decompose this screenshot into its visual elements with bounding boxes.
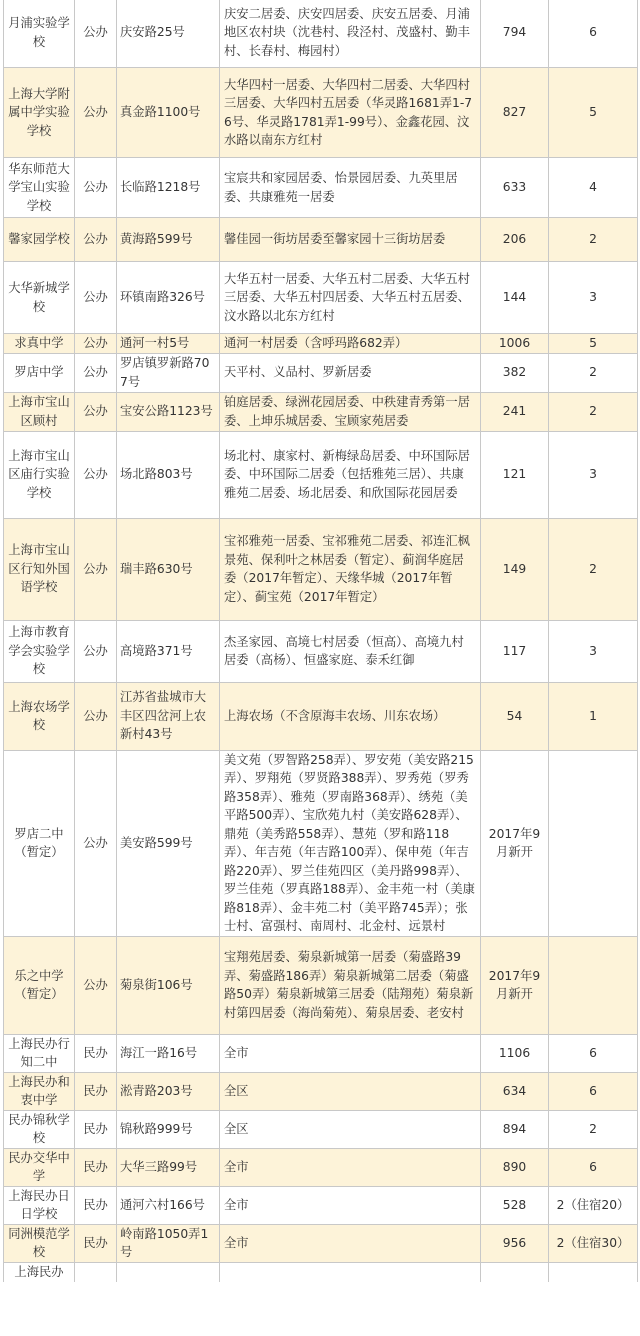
school-type-cell: 公办 xyxy=(75,392,117,431)
address-cell: 通河一村5号 xyxy=(117,334,220,354)
school-type-cell: 公办 xyxy=(75,262,117,334)
enrollment-area-cell: 天平村、义品村、罗新居委 xyxy=(220,353,481,392)
address-cell xyxy=(117,1262,220,1282)
student-count-cell: 2017年9月新开 xyxy=(481,750,549,936)
class-count-cell xyxy=(549,750,638,936)
class-count-cell: 3 xyxy=(549,262,638,334)
address-cell: 海江一路16号 xyxy=(117,1034,220,1072)
enrollment-area-cell: 全区 xyxy=(220,1072,481,1110)
school-type-cell: 公办 xyxy=(75,353,117,392)
school-type-cell: 公办 xyxy=(75,158,117,218)
table-row xyxy=(4,158,638,218)
school-name-cell: 馨家园学校 xyxy=(4,218,75,262)
enrollment-area-cell: 宝宸共和家园居委、怡景园居委、九英里居委、共康雅苑一居委 xyxy=(220,158,481,218)
table-row xyxy=(4,392,638,431)
enrollment-area-cell: 通河一村居委（含呼玛路682弄） xyxy=(220,334,481,354)
student-count-cell: 956 xyxy=(481,1224,549,1262)
address-cell: 罗店镇罗新路707号 xyxy=(117,353,220,392)
school-type-cell: 民办 xyxy=(75,1072,117,1110)
class-count-cell xyxy=(549,1262,638,1282)
school-type-cell: 公办 xyxy=(75,334,117,354)
table-row xyxy=(4,1186,638,1224)
table-row xyxy=(4,518,638,620)
school-type-cell: 公办 xyxy=(75,218,117,262)
student-count-cell: 528 xyxy=(481,1186,549,1224)
student-count-cell: 634 xyxy=(481,1072,549,1110)
school-name-cell: 上海民办行知二中 xyxy=(4,1034,75,1072)
table-row xyxy=(4,68,638,158)
enrollment-area-cell: 大华五村一居委、大华五村二居委、大华五村三居委、大华五村四居委、大华五村五居委、汶水路以北东方红村 xyxy=(220,262,481,334)
table-row xyxy=(4,620,638,682)
school-type-cell: 公办 xyxy=(75,620,117,682)
school-name-cell: 华东师范大学宝山实验学校 xyxy=(4,158,75,218)
enrollment-area-cell: 全市 xyxy=(220,1224,481,1262)
school-name-cell: 罗店二中（暂定） xyxy=(4,750,75,936)
student-count-cell: 1106 xyxy=(481,1034,549,1072)
school-type-cell: 公办 xyxy=(75,682,117,750)
school-type-cell: 民办 xyxy=(75,1110,117,1148)
school-type-cell: 公办 xyxy=(75,750,117,936)
address-cell: 黄海路599号 xyxy=(117,218,220,262)
school-name-cell: 上海市宝山区行知外国语学校 xyxy=(4,518,75,620)
class-count-cell: 2 xyxy=(549,392,638,431)
student-count-cell: 117 xyxy=(481,620,549,682)
school-type-cell: 公办 xyxy=(75,68,117,158)
enrollment-area-cell: 大华四村一居委、大华四村二居委、大华四村三居委、大华四村五居委（华灵路1681弄1-76号、华灵路1781弄1-99号）、金鑫花园、汶水路以南东方红村 xyxy=(220,68,481,158)
school-enrollment-table xyxy=(3,0,638,1282)
table-row xyxy=(4,334,638,354)
class-count-cell: 2 xyxy=(549,218,638,262)
class-count-cell: 2 xyxy=(549,353,638,392)
school-name-cell: 上海大学附属中学实验学校 xyxy=(4,68,75,158)
enrollment-area-cell: 美文苑（罗智路258弄）、罗安苑（美安路215弄）、罗翔苑（罗贤路388弄）、罗秀苑（罗秀路358弄）、雅苑（罗南路368弄）、绣苑（美平路500弄）、宝欣苑九村（美安路628弄）、鼎苑（美秀路558弄）、慧苑（罗和路118弄）、年吉苑（年吉路100弄）、保申苑（年吉路220弄）、罗兰佳苑四区（美丹路998弄）、罗兰佳苑（罗真路188弄）、金丰苑一村（美康路818弄）、金丰苑二村（美平路745弄）；张士村、富强村、南周村、北金村、远景村 xyxy=(220,750,481,936)
table-row xyxy=(4,353,638,392)
school-name-cell: 上海市宝山区顾村 xyxy=(4,392,75,431)
school-name-cell: 上海民办 xyxy=(4,1262,75,1282)
enrollment-area-cell: 全市 xyxy=(220,1186,481,1224)
table-row xyxy=(4,218,638,262)
student-count-cell: 206 xyxy=(481,218,549,262)
address-cell: 宝安公路1123号 xyxy=(117,392,220,431)
class-count-cell: 2 xyxy=(549,518,638,620)
address-cell: 庆安路25号 xyxy=(117,0,220,68)
student-count-cell: 149 xyxy=(481,518,549,620)
student-count-cell: 241 xyxy=(481,392,549,431)
class-count-cell xyxy=(549,936,638,1034)
class-count-cell: 6 xyxy=(549,0,638,68)
address-cell: 高境路371号 xyxy=(117,620,220,682)
address-cell: 真金路1100号 xyxy=(117,68,220,158)
table-row xyxy=(4,936,638,1034)
enrollment-area-cell: 馨佳园一街坊居委至馨家园十三街坊居委 xyxy=(220,218,481,262)
class-count-cell: 6 xyxy=(549,1072,638,1110)
table-row xyxy=(4,0,638,68)
school-name-cell: 上海农场学校 xyxy=(4,682,75,750)
enrollment-area-cell: 全市 xyxy=(220,1148,481,1186)
school-name-cell: 上海市宝山区庙行实验学校 xyxy=(4,431,75,518)
school-name-cell: 大华新城学校 xyxy=(4,262,75,334)
table-row xyxy=(4,1224,638,1262)
school-name-cell: 同洲模范学校 xyxy=(4,1224,75,1262)
class-count-cell: 3 xyxy=(549,431,638,518)
address-cell: 大华三路99号 xyxy=(117,1148,220,1186)
enrollment-area-cell: 庆安二居委、庆安四居委、庆安五居委、月浦地区农村块（沈巷村、段泾村、茂盛村、勤丰村、长春村、梅园村） xyxy=(220,0,481,68)
class-count-cell: 2 xyxy=(549,1110,638,1148)
student-count-cell: 890 xyxy=(481,1148,549,1186)
school-name-cell: 上海市教育学会实验学校 xyxy=(4,620,75,682)
school-name-cell: 上海民办和衷中学 xyxy=(4,1072,75,1110)
student-count-cell: 121 xyxy=(481,431,549,518)
student-count-cell: 54 xyxy=(481,682,549,750)
class-count-cell: 6 xyxy=(549,1148,638,1186)
enrollment-area-cell: 杰圣家园、高境七村居委（恒高）、高境九村居委（高杨）、恒盛家庭、泰禾红御 xyxy=(220,620,481,682)
school-name-cell: 乐之中学（暂定） xyxy=(4,936,75,1034)
table-row xyxy=(4,1072,638,1110)
school-name-cell: 上海民办日日学校 xyxy=(4,1186,75,1224)
enrollment-area-cell: 上海农场（不含原海丰农场、川东农场） xyxy=(220,682,481,750)
student-count-cell: 633 xyxy=(481,158,549,218)
enrollment-area-cell: 宝祁雅苑一居委、宝祁雅苑二居委、祁连汇枫景苑、保利叶之林居委（暂定）、蓟润华庭居委（2017年暂定）、天缘华城（2017年暂定）、蓟宝苑（2017年暂定） xyxy=(220,518,481,620)
school-name-cell: 民办交华中学 xyxy=(4,1148,75,1186)
class-count-cell: 6 xyxy=(549,1034,638,1072)
student-count-cell: 1006 xyxy=(481,334,549,354)
table-row xyxy=(4,262,638,334)
class-count-cell: 5 xyxy=(549,68,638,158)
class-count-cell: 4 xyxy=(549,158,638,218)
address-cell: 通河六村166号 xyxy=(117,1186,220,1224)
address-cell: 瑞丰路630号 xyxy=(117,518,220,620)
school-name-cell: 月浦实验学校 xyxy=(4,0,75,68)
student-count-cell: 827 xyxy=(481,68,549,158)
school-type-cell: 公办 xyxy=(75,936,117,1034)
class-count-cell: 1 xyxy=(549,682,638,750)
school-name-cell: 求真中学 xyxy=(4,334,75,354)
student-count-cell: 382 xyxy=(481,353,549,392)
enrollment-area-cell: 宝翔苑居委、菊泉新城第一居委（菊盛路39弄、菊盛路186弄）菊泉新城第二居委（菊盛路50弄）菊泉新城第三居委（陆翔苑）菊泉新村第四居委（海尚菊苑）、菊泉居委、老安村 xyxy=(220,936,481,1034)
enrollment-area-cell: 全市 xyxy=(220,1034,481,1072)
school-type-cell xyxy=(75,1262,117,1282)
address-cell: 菊泉街106号 xyxy=(117,936,220,1034)
school-type-cell: 民办 xyxy=(75,1034,117,1072)
enrollment-area-cell: 场北村、康家村、新梅绿岛居委、中环国际居委、中环国际二居委（包括雅苑三居）、共康雅苑二居委、场北居委、和欣国际花园居委 xyxy=(220,431,481,518)
student-count-cell: 144 xyxy=(481,262,549,334)
address-cell: 锦秋路999号 xyxy=(117,1110,220,1148)
class-count-cell: 2（住宿30） xyxy=(549,1224,638,1262)
school-type-cell: 公办 xyxy=(75,0,117,68)
enrollment-area-cell: 铂庭居委、绿洲花园居委、中秩建青秀第一居委、上坤乐城居委、宝顾家苑居委 xyxy=(220,392,481,431)
class-count-cell: 2（住宿20） xyxy=(549,1186,638,1224)
table-body xyxy=(4,0,638,1282)
student-count-cell xyxy=(481,1262,549,1282)
school-name-cell: 民办锦秋学校 xyxy=(4,1110,75,1148)
address-cell: 江苏省盐城市大丰区四岔河上农新村43号 xyxy=(117,682,220,750)
address-cell: 美安路599号 xyxy=(117,750,220,936)
school-type-cell: 公办 xyxy=(75,518,117,620)
address-cell: 环镇南路326号 xyxy=(117,262,220,334)
student-count-cell: 2017年9月新开 xyxy=(481,936,549,1034)
enrollment-area-cell xyxy=(220,1262,481,1282)
enrollment-area-cell: 全区 xyxy=(220,1110,481,1148)
school-type-cell: 公办 xyxy=(75,431,117,518)
address-cell: 淞青路203号 xyxy=(117,1072,220,1110)
address-cell: 长临路1218号 xyxy=(117,158,220,218)
address-cell: 场北路803号 xyxy=(117,431,220,518)
table-row xyxy=(4,1148,638,1186)
student-count-cell: 894 xyxy=(481,1110,549,1148)
student-count-cell: 794 xyxy=(481,0,549,68)
school-type-cell: 民办 xyxy=(75,1186,117,1224)
school-name-cell: 罗店中学 xyxy=(4,353,75,392)
table-row xyxy=(4,682,638,750)
class-count-cell: 3 xyxy=(549,620,638,682)
table-row xyxy=(4,431,638,518)
table-row xyxy=(4,1262,638,1282)
table-row xyxy=(4,1110,638,1148)
address-cell: 岭南路1050弄1号 xyxy=(117,1224,220,1262)
table-row xyxy=(4,1034,638,1072)
class-count-cell: 5 xyxy=(549,334,638,354)
school-type-cell: 民办 xyxy=(75,1224,117,1262)
table-row xyxy=(4,750,638,936)
school-type-cell: 民办 xyxy=(75,1148,117,1186)
